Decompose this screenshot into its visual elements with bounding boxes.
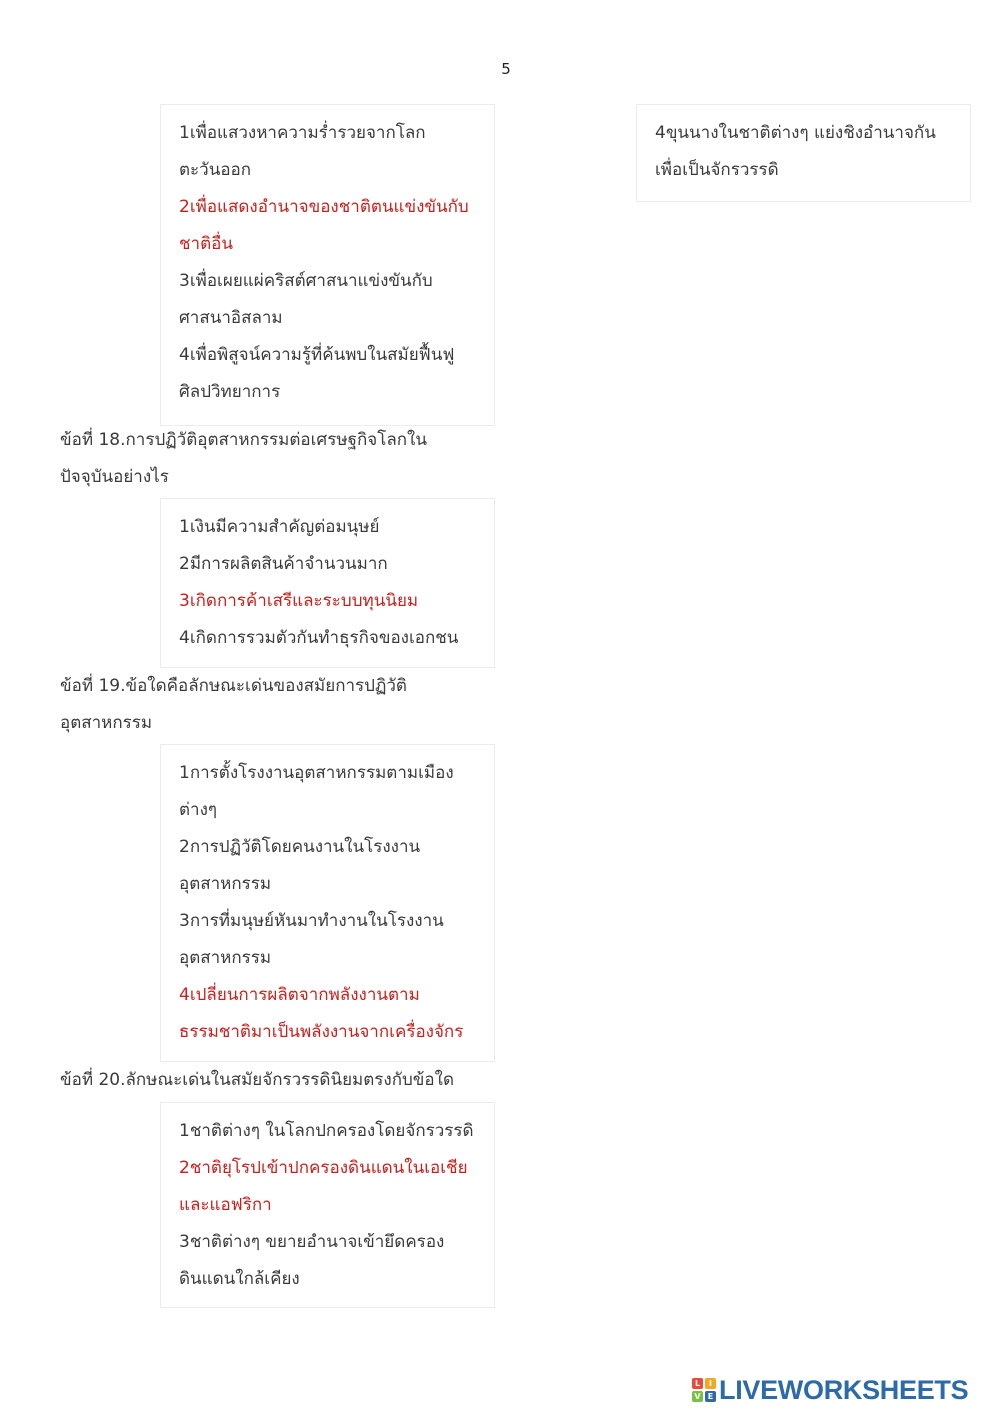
- liveworksheets-logo: [692, 1375, 968, 1405]
- option-line[interactable]: 1การตั้งโรงงานอุตสาหกรรมตามเมือง: [179, 763, 454, 783]
- option-line[interactable]: อุตสาหกรรม: [179, 948, 272, 968]
- answer-box-q20: [160, 1102, 495, 1308]
- option-line[interactable]: อุตสาหกรรม: [179, 874, 272, 894]
- option-line[interactable]: 4เพื่อพิสูจน์ความรู้ที่ค้นพบในสมัยฟื้นฟู: [179, 345, 455, 365]
- option-line[interactable]: 3เพื่อเผยแผ่คริสต์ศาสนาแข่งขันกับ: [179, 271, 433, 291]
- option-line[interactable]: 2มีการผลิตสินค้าจำนวนมาก: [179, 554, 388, 574]
- question-20: [60, 1062, 454, 1099]
- option-line[interactable]: เพื่อเป็นจักรวรรดิ: [655, 160, 779, 180]
- option-line[interactable]: 4เกิดการรวมตัวกันทำธุรกิจของเอกชน: [179, 628, 459, 648]
- option-line[interactable]: ศาสนาอิสลาม: [179, 308, 283, 328]
- answer-box-q19: [160, 744, 495, 1062]
- question-line: ข้อที่ 19.ข้อใดคือลักษณะเด่นของสมัยการปฏิวัติ: [60, 676, 407, 696]
- option-line[interactable]: ตะวันออก: [179, 160, 252, 180]
- question-line: อุตสาหกรรม: [60, 713, 153, 733]
- page-number: 5: [501, 60, 511, 78]
- liveworksheets-logo-text: LIVEWORKSHEETS: [719, 1374, 969, 1405]
- question-19: [60, 668, 407, 742]
- answer-box-q18: [160, 498, 495, 668]
- option-line-correct[interactable]: 2เพื่อแสดงอำนาจของชาติตนแข่งขันกับ: [179, 197, 469, 217]
- option-line-correct[interactable]: 2ชาติยุโรปเข้าปกครองดินแดนในเอเชีย: [179, 1158, 468, 1178]
- logo-letter: E: [705, 1391, 716, 1402]
- option-line-correct[interactable]: ธรรมชาติมาเป็นพลังงานจากเครื่องจักร: [179, 1022, 464, 1042]
- option-line[interactable]: 1ชาติต่างๆ ในโลกปกครองโดยจักรวรรดิ: [179, 1121, 474, 1141]
- answer-box-q17: [160, 104, 495, 426]
- option-line[interactable]: 1เพื่อแสวงหาความร่ำรวยจากโลก: [179, 123, 426, 143]
- liveworksheets-logo-icon: [692, 1378, 716, 1402]
- question-18: [60, 422, 427, 496]
- logo-letter: I: [705, 1378, 716, 1389]
- option-line[interactable]: 1เงินมีความสำคัญต่อมนุษย์: [179, 517, 380, 537]
- option-line-correct[interactable]: 3เกิดการค้าเสรีและระบบทุนนิยม: [179, 591, 419, 611]
- option-line-correct[interactable]: ชาติอื่น: [179, 234, 233, 254]
- option-line-correct[interactable]: และแอฟริกา: [179, 1195, 272, 1215]
- logo-letter: V: [692, 1391, 703, 1402]
- question-line: ข้อที่ 18.การปฏิวัติอุตสาหกรรมต่อเศรษฐกิจโลกใน: [60, 430, 427, 450]
- option-line[interactable]: 3ชาติต่างๆ ขยายอำนาจเข้ายึดครอง: [179, 1232, 445, 1252]
- option-line-correct[interactable]: 4เปลี่ยนการผลิตจากพลังงานตาม: [179, 985, 420, 1005]
- question-line: ข้อที่ 20.ลักษณะเด่นในสมัยจักรวรรดินิยมตรงกับข้อใด: [60, 1070, 454, 1090]
- answer-box-right: [636, 104, 971, 202]
- logo-letter: L: [692, 1378, 703, 1389]
- option-line[interactable]: 4ขุนนางในชาติต่างๆ แย่งชิงอำนาจกัน: [655, 123, 936, 143]
- question-line: ปัจจุบันอย่างไร: [60, 467, 169, 487]
- option-line[interactable]: 2การปฏิวัติโดยคนงานในโรงงาน: [179, 837, 421, 857]
- option-line[interactable]: 3การที่มนุษย์หันมาทำงานในโรงงาน: [179, 911, 444, 931]
- option-line[interactable]: ดินแดนใกล้เคียง: [179, 1269, 300, 1289]
- option-line[interactable]: ต่างๆ: [179, 800, 218, 820]
- option-line[interactable]: ศิลปวิทยาการ: [179, 382, 281, 402]
